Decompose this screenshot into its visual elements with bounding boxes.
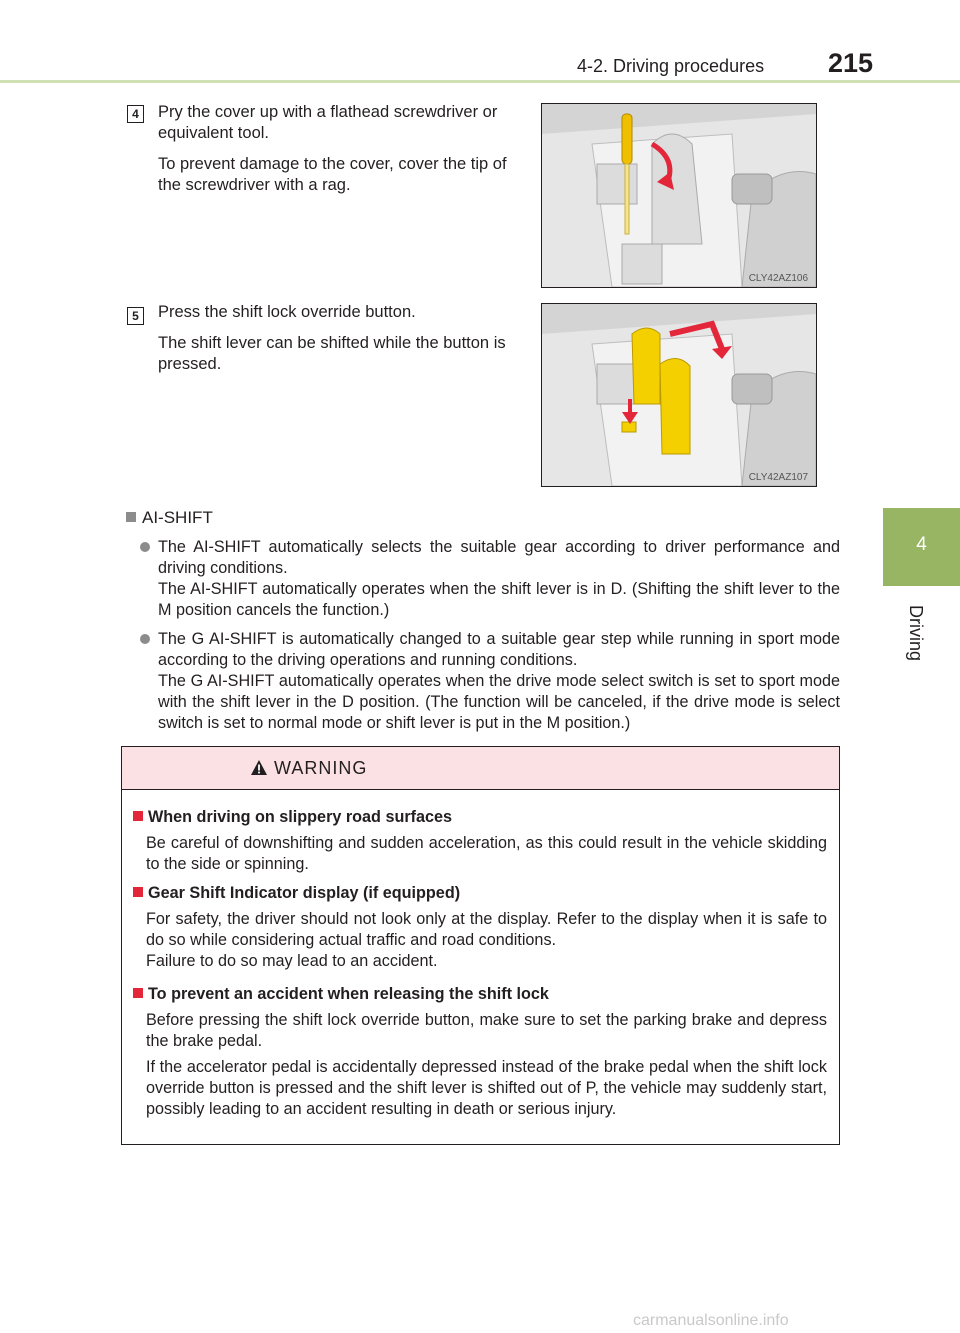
warning-item-heading <box>133 807 827 828</box>
figure-code: CLY42AZ107 <box>748 472 808 483</box>
warning-item-body <box>146 1010 827 1120</box>
warning-item-body <box>146 909 827 972</box>
square-bullet-icon <box>126 512 136 522</box>
warning-box <box>121 746 840 1145</box>
header-rule <box>0 80 960 83</box>
step-note: To prevent damage to the cover, cover the tip of the screwdriver with a rag. <box>158 155 507 194</box>
warning-triangle-icon <box>250 759 268 776</box>
warning-item-heading-text: When driving on slippery road surfaces <box>148 808 453 826</box>
warning-item-body <box>146 833 827 875</box>
step-text <box>158 302 518 385</box>
watermark: carmanualsonline.info <box>633 1312 789 1329</box>
warning-paragraph: Before pressing the shift lock override button, make sure to set the parking brake and depress the brake pedal. <box>146 1011 827 1050</box>
warning-item-heading-text: To prevent an accident when releasing the shift lock <box>148 985 549 1003</box>
warning-paragraph: For safety, the driver should not look only at the display. Refer to the display when it is safe to do so while considering actual traffic and road conditions. Failure to do so may lead to an accident. <box>146 910 827 970</box>
step-instruction: Pry the cover up with a flathead screwdriver or equivalent tool. <box>158 103 498 142</box>
step-instruction: Press the shift lock override button. <box>158 303 416 321</box>
chapter-label <box>886 605 946 665</box>
warning-item-heading <box>133 984 827 1005</box>
console-illustration <box>542 104 816 287</box>
warning-item <box>133 883 827 972</box>
warning-item-heading <box>133 883 827 904</box>
chapter-tab: 4 <box>883 508 960 586</box>
bullet-icon <box>140 542 150 552</box>
warning-title: WARNING <box>274 758 368 778</box>
section-heading <box>126 508 213 528</box>
step-number: 5 <box>127 307 144 325</box>
step-note: The shift lever can be shifted while the button is pressed. <box>158 334 506 373</box>
warning-item <box>133 807 827 875</box>
warning-item-heading-text: Gear Shift Indicator display (if equipped) <box>148 884 461 902</box>
figure-screwdriver <box>541 103 817 288</box>
list-item-text: The G AI-SHIFT is automatically changed to a suitable gear step while running in sport mode according to the driving operations and running conditions. The G AI-SHIFT automatically operates when the drive mode select switch is set to sport mode with the shift lever in the D position. (The function will be canceled, if the drive mode is select switch is set to normal mode or shift lever is put in the M position.) <box>158 630 840 732</box>
warning-header <box>122 747 839 790</box>
step-number: 4 <box>127 105 144 123</box>
chapter-title: Driving <box>906 605 926 662</box>
warning-item <box>133 984 827 1120</box>
warning-paragraph: If the accelerator pedal is accidentally depressed instead of the brake pedal when the shift lock override button is pressed and the shift lever is shifted out of P, the vehicle may suddenly start, possibly leading to an accident resulting in death or serious injury. <box>146 1058 827 1118</box>
square-bullet-icon <box>133 887 143 897</box>
section-title: 4-2. Driving procedures <box>577 56 765 76</box>
console-illustration <box>542 304 816 486</box>
list-item-text: The AI-SHIFT automatically selects the suitable gear according to driver performance and driving conditions. The AI-SHIFT automatically operates when the shift lever is in D. (Shifting the shift lever to the M position cancels the function.) <box>158 538 840 619</box>
step-text <box>158 102 518 206</box>
figure-override-button <box>541 303 817 487</box>
square-bullet-icon <box>133 811 143 821</box>
page-number: 215 <box>828 48 874 78</box>
section-heading-text: AI-SHIFT <box>142 508 213 527</box>
bullet-icon <box>140 634 150 644</box>
figure-code: CLY42AZ106 <box>748 273 808 284</box>
list-item <box>140 629 840 734</box>
list-item <box>140 537 840 621</box>
square-bullet-icon <box>133 988 143 998</box>
warning-paragraph: Be careful of downshifting and sudden acceleration, as this could result in the vehicle skidding to the side or spinning. <box>146 834 827 873</box>
